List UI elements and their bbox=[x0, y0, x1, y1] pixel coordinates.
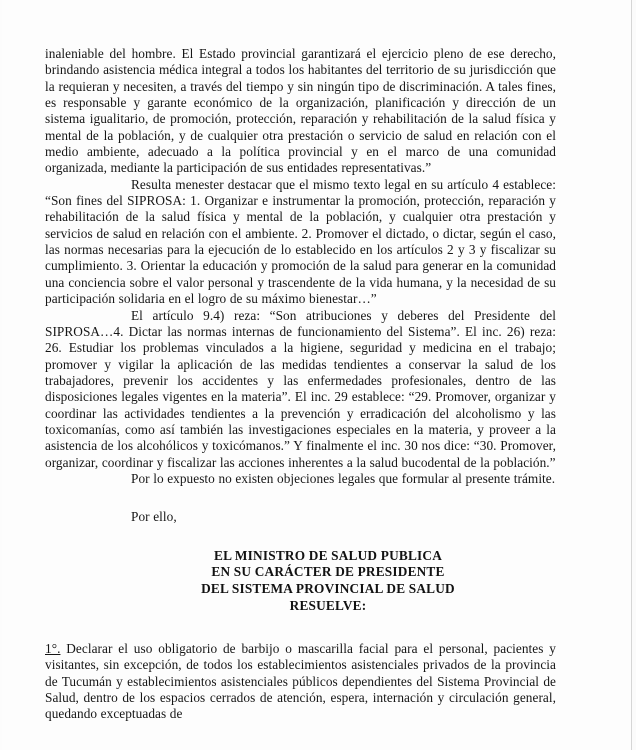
heading-line-president: EN SU CARÁCTER DE PRESIDENTE bbox=[211, 564, 445, 580]
spacer-before-article-1 bbox=[45, 615, 556, 641]
spacer-before-por-ello bbox=[45, 487, 556, 509]
article-1-text: Declarar el uso obligatorio de barbijo o mascarilla facial para el personal, pacientes y visitantes, sin excepción, de todos los establecimientos asistenciales privados de la provincia de Tucumán y establecimientos asistenciales públicos dependientes del Sistema Provincial de Salud, dentro de los espacios cerrados de atención, espera, internación y circulación general, quedando exceptuadas de bbox=[45, 640, 556, 722]
page-edge-right-line bbox=[631, 0, 632, 750]
paragraph-sin-objeciones: Por lo expuesto no existen objeciones legales que formular al presente trámite. bbox=[131, 470, 556, 486]
spacer-before-heading bbox=[45, 526, 556, 548]
article-1-paragraph bbox=[45, 641, 556, 723]
heading-line-minister: EL MINISTRO DE SALUD PUBLICA bbox=[214, 547, 442, 563]
article-1-marker: 1°. bbox=[45, 640, 61, 656]
heading-line-resuelve: RESUELVE: bbox=[289, 598, 367, 614]
resolution-heading-block bbox=[100, 548, 556, 615]
paragraph-articulo-94: El artículo 9.4) reza: “Son atribuciones y deberes del Presidente del SIPROSA…4. Dictar las normas internas de funcionamiento del Sistema”. El inc. 26) reza: 26. Estudiar los problemas vinculados a la higiene, seguridad y medicina en el trabajo; promover y vigilar la aplicación de las medidas tendientes a conservar la salud de los trabajadores, prevenir los accidentes y las enfermedades profesionales, dentro de las disposiciones legales vigentes en la materia”. El inc. 29 establece: “29. Promover, organizar y coordinar las actividades tendientes a la prevención y erradicación del alcoholismo y las toxicomanías, como así también las investigaciones especiales en la materia, y proveer a la asistencia de los alcohólicos y toxicómanos.” Y finalmente el inc. 30 nos dice: “30. Promover, organizar, coordinar y fiscalizar las acciones inherentes a la salud bucodental de la población.” bbox=[45, 307, 556, 470]
paragraph-siprosa-fines: Resulta menester destacar que el mismo texto legal en su artículo 4 establece: “Son fines del SIPROSA: 1. Organizar e instrumentar la promoción, protección, reparación y rehabilitación de la salud física y mental de la población, y cualquier otra prestación y servicios de salud en relación con el ambiente. 2. Promover el dictado, o dictar, según el caso, las normas necesarias para la ejecución de lo establecido en los artículos 2 y 3 y fiscalizar su cumplimiento. 3. Orientar la educación y promoción de la salud para generar en la comunidad una conciencia sobre el valor personal y trascendente de la vida humana, y la necesidad de su participación solidaria en el logro de su máximo bienestar…” bbox=[45, 176, 556, 307]
paragraph-continuation: inaleniable del hombre. El Estado provincial garantizará el ejercicio pleno de ese derecho, brindando asistencia médica integral a todos los habitantes del territorio de su jurisdicción que la requieran y necesiten, a través del tiempo y sin ningún tipo de discriminación. A tales fines, es responsable y garante económico de la organización, planificación y dirección de un sistema igualitario, de promoción, protección, reparación y rehabilitación de la salud física y mental de la población, y de cualquier otra prestación o servicio de salud en relación con el medio ambiente, adecuado a la política provincial y en el marco de una comunidad organizada, mediante la participación de sus entidades representativas.” bbox=[45, 46, 556, 176]
page-edge-right-shadow bbox=[632, 0, 636, 750]
document-text-body bbox=[45, 46, 556, 723]
heading-line-system: DEL SISTEMA PROVINCIAL DE SALUD bbox=[201, 581, 455, 597]
page-edge-left bbox=[0, 0, 2, 750]
paragraph-por-ello: Por ello, bbox=[131, 509, 177, 525]
